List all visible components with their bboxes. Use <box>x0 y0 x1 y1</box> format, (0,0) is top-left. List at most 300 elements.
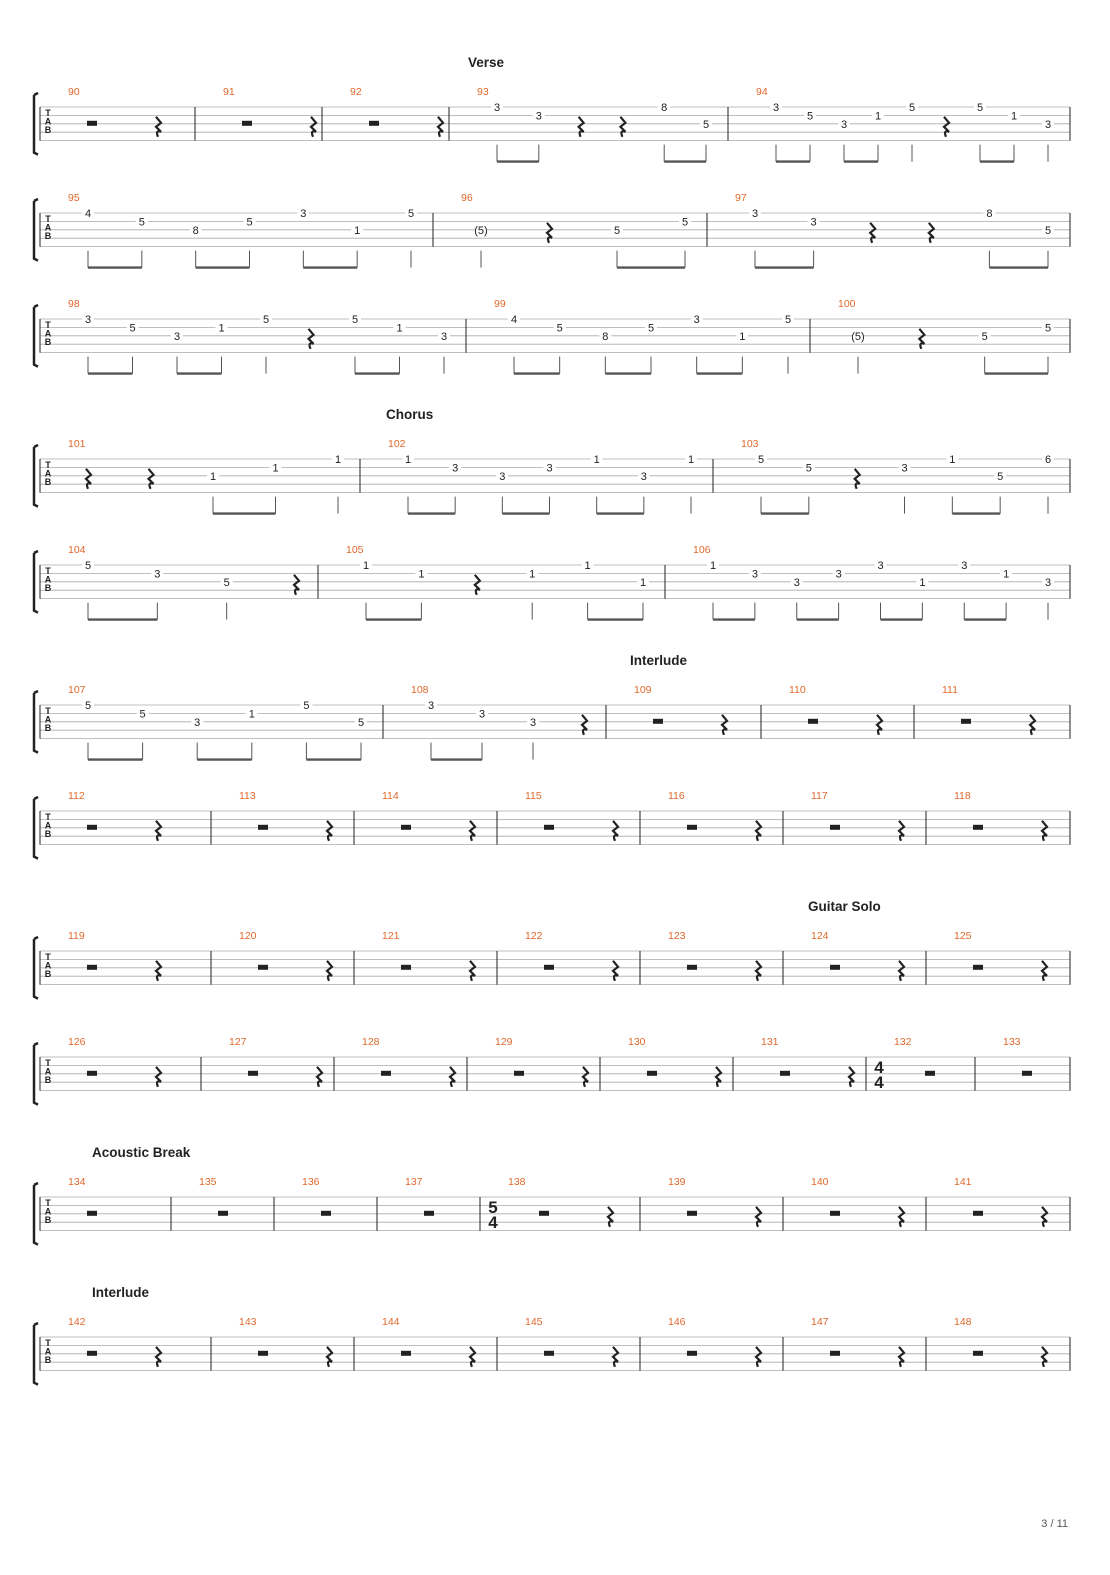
quarter-rest <box>475 575 480 595</box>
half-rest <box>258 965 268 970</box>
measure <box>811 1176 904 1227</box>
half-rest <box>647 1071 657 1076</box>
fret-number: 3 <box>835 568 842 581</box>
tab-clef-letter: B <box>44 125 52 135</box>
measure-number: 130 <box>628 1036 646 1048</box>
fret-number: 1 <box>272 462 279 475</box>
section-label: Interlude <box>630 653 688 668</box>
measure-number: 121 <box>382 930 400 942</box>
measure <box>350 86 443 137</box>
tab-clef-letter: T <box>45 952 51 962</box>
measure <box>811 790 904 841</box>
measure-number: 111 <box>942 684 958 696</box>
system-bracket <box>34 551 38 613</box>
tab-clef-letter: T <box>45 1198 51 1208</box>
measure-number: 134 <box>68 1176 86 1188</box>
half-rest <box>401 1351 411 1356</box>
measure <box>68 1176 97 1216</box>
fret-number: 8 <box>602 330 609 343</box>
fret-number: 3 <box>751 208 759 220</box>
staff-system <box>34 1285 1070 1385</box>
fret-number: 3 <box>194 716 201 729</box>
quarter-rest <box>579 117 584 137</box>
quarter-rest <box>156 117 161 137</box>
measure-number: 95 <box>68 192 80 204</box>
measure <box>239 790 332 841</box>
fret-number: (5) <box>474 224 488 237</box>
measure-number: 120 <box>239 930 257 942</box>
tab-clef-letter: A <box>44 222 52 233</box>
half-rest <box>248 1071 258 1076</box>
fret-number: 1 <box>1003 568 1010 581</box>
fret-number: 1 <box>709 560 717 572</box>
staff-system <box>34 653 1070 760</box>
measure-number: 107 <box>68 684 86 696</box>
quarter-rest <box>156 821 161 841</box>
half-rest <box>424 1211 434 1216</box>
tab-clef-letter: T <box>45 460 51 470</box>
measure-number: 115 <box>525 790 542 802</box>
quarter-rest <box>1042 961 1047 981</box>
quarter-rest <box>756 961 761 981</box>
fret-number: 3 <box>499 470 506 483</box>
staff-system <box>34 1145 1070 1245</box>
measure <box>942 684 1035 735</box>
measure-number: 138 <box>508 1176 526 1188</box>
measure <box>811 1316 904 1367</box>
tab-clef-letter: A <box>44 1206 52 1217</box>
fret-number: 5 <box>84 560 92 572</box>
measure-number: 114 <box>382 790 399 802</box>
fret-number: 3 <box>529 716 537 729</box>
tab-clef-letter: A <box>44 116 52 127</box>
staff-system <box>34 899 1070 999</box>
half-rest <box>218 1211 228 1216</box>
fret-number: 3 <box>84 314 92 326</box>
fret-number: 1 <box>354 224 361 237</box>
tab-clef-letter: T <box>45 566 51 576</box>
quarter-rest <box>929 223 934 243</box>
fret-number: 5 <box>139 708 146 721</box>
measure <box>495 1036 588 1087</box>
measure <box>488 1176 613 1232</box>
fret-number: 3 <box>961 560 968 572</box>
half-rest <box>830 825 840 830</box>
half-rest <box>687 1211 697 1216</box>
measure <box>239 1316 332 1367</box>
tab-clef-letter: A <box>44 1066 52 1077</box>
tab-clef-letter: B <box>44 1075 52 1085</box>
measure <box>1003 1036 1032 1076</box>
measure-number: 119 <box>68 930 85 942</box>
measure <box>68 930 161 981</box>
quarter-rest <box>1042 1347 1047 1367</box>
fret-number: 3 <box>751 568 758 581</box>
measure-number: 123 <box>668 930 686 942</box>
fret-number: 3 <box>640 470 647 483</box>
fret-number: 3 <box>300 208 307 220</box>
measure <box>68 1316 161 1367</box>
half-rest <box>961 719 971 724</box>
fret-number: 5 <box>84 700 92 712</box>
fret-number: 3 <box>877 560 884 572</box>
measure-number: 124 <box>811 930 829 942</box>
quarter-rest <box>327 821 332 841</box>
fret-number: 3 <box>772 102 780 114</box>
quarter-rest <box>899 1347 904 1367</box>
tab-clef-letter: T <box>45 320 51 330</box>
section-label: Chorus <box>386 407 434 422</box>
quarter-rest <box>877 715 882 735</box>
measure <box>761 1036 854 1087</box>
measure <box>525 790 618 841</box>
time-signature-top: 4 <box>874 1058 884 1077</box>
quarter-rest <box>1042 821 1047 841</box>
measure-number: 148 <box>954 1316 972 1328</box>
tab-clef-letter: A <box>44 714 52 725</box>
tab-clef-letter: B <box>44 829 52 839</box>
fret-number: 6 <box>1044 454 1052 466</box>
measure <box>811 930 904 981</box>
measure <box>199 1176 228 1216</box>
fret-number: 5 <box>223 576 230 589</box>
quarter-rest <box>311 117 316 137</box>
tab-clef-letter: T <box>45 812 51 822</box>
fret-number: 1 <box>334 454 342 466</box>
measure-number: 116 <box>668 790 685 802</box>
measure-number: 135 <box>199 1176 217 1188</box>
measure <box>382 790 475 841</box>
fret-number: 1 <box>739 330 746 343</box>
quarter-rest <box>327 1347 332 1367</box>
fret-number: 3 <box>693 314 700 326</box>
measure-number: 140 <box>811 1176 829 1188</box>
measure-number: 143 <box>239 1316 257 1328</box>
fret-number: 5 <box>138 216 145 229</box>
quarter-rest <box>899 1207 904 1227</box>
staff-system <box>34 55 1070 162</box>
fret-number: 4 <box>510 314 518 326</box>
half-rest <box>780 1071 790 1076</box>
half-rest <box>401 965 411 970</box>
measure-number: 101 <box>68 438 86 450</box>
fret-number: 1 <box>248 708 255 721</box>
system-bracket <box>34 1183 38 1245</box>
fret-number: 5 <box>556 322 563 335</box>
staff-system <box>34 298 1070 374</box>
fret-number: 3 <box>427 700 435 712</box>
measure-number: 100 <box>838 298 856 310</box>
measure <box>954 790 1047 841</box>
fret-number: 5 <box>681 216 689 229</box>
measure-number: 112 <box>68 790 85 802</box>
fret-number: 3 <box>810 216 817 229</box>
fret-number: 5 <box>407 208 415 220</box>
page-number: 3 / 11 <box>1041 1518 1068 1530</box>
half-rest <box>87 1211 97 1216</box>
tab-clef-letter: A <box>44 1346 52 1357</box>
measure-number: 104 <box>68 544 86 556</box>
half-rest <box>258 1351 268 1356</box>
measure <box>668 1316 761 1367</box>
measure <box>68 790 161 841</box>
fret-number: 1 <box>949 454 956 466</box>
half-rest <box>687 1351 697 1356</box>
staff-system <box>34 544 1070 620</box>
measure-number: 93 <box>477 86 489 98</box>
tab-clef-letter: B <box>44 723 52 733</box>
fret-number: 1 <box>919 576 926 589</box>
measure-number: 96 <box>461 192 473 204</box>
half-rest <box>973 1211 983 1216</box>
fret-number: 3 <box>793 576 800 589</box>
fret-number: 1 <box>396 322 403 335</box>
fret-number: 4 <box>84 208 92 220</box>
tab-clef-letter: B <box>44 231 52 241</box>
tab-clef-letter: B <box>44 477 52 487</box>
fret-number: 3 <box>154 568 161 581</box>
fret-number: 5 <box>784 314 792 326</box>
measure-number: 113 <box>239 790 256 802</box>
measure <box>362 1036 455 1087</box>
tab-clef-letter: B <box>44 1355 52 1365</box>
measure <box>668 790 761 841</box>
quarter-rest <box>327 961 332 981</box>
measure <box>68 86 161 137</box>
measure-number: 139 <box>668 1176 686 1188</box>
time-signature-top: 5 <box>488 1198 498 1217</box>
fret-number: (5) <box>851 330 865 343</box>
measure-number: 144 <box>382 1316 400 1328</box>
fret-number: 5 <box>805 462 812 475</box>
system-bracket <box>34 691 38 753</box>
measure <box>239 930 332 981</box>
half-rest <box>653 719 663 724</box>
tab-clef-letter: A <box>44 820 52 831</box>
measure-number: 94 <box>756 86 768 98</box>
half-rest <box>830 1211 840 1216</box>
half-rest <box>369 121 379 126</box>
measure-number: 90 <box>68 86 80 98</box>
half-rest <box>87 965 97 970</box>
fret-number: 3 <box>440 330 448 343</box>
quarter-rest <box>919 329 924 349</box>
half-rest <box>401 825 411 830</box>
half-rest <box>925 1071 935 1076</box>
tab-clef-letter: B <box>44 583 52 593</box>
quarter-rest <box>470 821 475 841</box>
quarter-rest <box>1030 715 1035 735</box>
section-label: Interlude <box>92 1285 150 1300</box>
half-rest <box>973 1351 983 1356</box>
quarter-rest <box>899 821 904 841</box>
measure-number: 133 <box>1003 1036 1021 1048</box>
measure <box>789 684 882 735</box>
quarter-rest <box>756 821 761 841</box>
system-bracket <box>34 1323 38 1385</box>
quarter-rest <box>613 1347 618 1367</box>
measure-number: 125 <box>954 930 972 942</box>
fret-number: 1 <box>362 560 370 572</box>
fret-number: 3 <box>1044 118 1052 131</box>
fret-number: 5 <box>1044 322 1052 335</box>
measure <box>302 1176 331 1216</box>
measure <box>668 1176 761 1227</box>
measure <box>628 1036 721 1087</box>
half-rest <box>87 1071 97 1076</box>
half-rest <box>514 1071 524 1076</box>
system-bracket <box>34 93 38 155</box>
staff-system <box>34 790 1070 859</box>
quarter-rest <box>849 1067 854 1087</box>
measure-number: 146 <box>668 1316 686 1328</box>
quarter-rest <box>620 117 625 137</box>
measure-number: 106 <box>693 544 711 556</box>
measure-number: 132 <box>894 1036 912 1048</box>
measure <box>668 930 761 981</box>
quarter-rest <box>86 469 91 489</box>
fret-number: 3 <box>173 330 181 343</box>
quarter-rest <box>583 1067 588 1087</box>
half-rest <box>687 825 697 830</box>
measure-number: 141 <box>954 1176 972 1188</box>
quarter-rest <box>438 117 443 137</box>
fret-number: 5 <box>908 102 916 114</box>
half-rest <box>87 825 97 830</box>
tab-clef-letter: B <box>44 1215 52 1225</box>
fret-number: 8 <box>986 208 993 220</box>
quarter-rest <box>156 961 161 981</box>
measure <box>229 1036 322 1087</box>
measure <box>525 930 618 981</box>
staff-system <box>34 192 1070 268</box>
fret-number: 8 <box>192 224 199 237</box>
fret-number: 5 <box>262 314 270 326</box>
fret-number: 3 <box>840 118 848 131</box>
time-signature-bottom: 4 <box>874 1073 884 1092</box>
fret-number: 5 <box>246 216 253 229</box>
half-rest <box>258 825 268 830</box>
quarter-rest <box>309 329 314 349</box>
measure-number: 147 <box>811 1316 829 1328</box>
half-rest <box>381 1071 391 1076</box>
tab-clef-letter: T <box>45 706 51 716</box>
quarter-rest <box>149 469 154 489</box>
measure <box>382 1316 475 1367</box>
fret-number: 1 <box>418 568 425 581</box>
measure-number: 97 <box>735 192 747 204</box>
half-rest <box>973 825 983 830</box>
tab-clef-letter: T <box>45 108 51 118</box>
measure <box>954 930 1047 981</box>
measure-number: 108 <box>411 684 429 696</box>
measure <box>525 1316 618 1367</box>
quarter-rest <box>613 961 618 981</box>
fret-number: 5 <box>303 700 310 712</box>
measure-number: 128 <box>362 1036 380 1048</box>
tab-clef-letter: A <box>44 960 52 971</box>
measure-number: 137 <box>405 1176 423 1188</box>
quarter-rest <box>294 575 299 595</box>
fret-number: 5 <box>806 110 814 123</box>
fret-number: 1 <box>593 454 600 466</box>
fret-number: 1 <box>529 568 536 581</box>
section-label: Acoustic Break <box>92 1145 191 1160</box>
fret-number: 1 <box>218 322 225 335</box>
measure <box>954 1176 1047 1227</box>
system-bracket <box>34 797 38 859</box>
measure-number: 99 <box>494 298 506 310</box>
fret-number: 1 <box>687 454 695 466</box>
system-bracket <box>34 1043 38 1105</box>
measure-number: 110 <box>789 684 806 696</box>
quarter-rest <box>899 961 904 981</box>
measure-number: 142 <box>68 1316 86 1328</box>
half-rest <box>87 1351 97 1356</box>
half-rest <box>687 965 697 970</box>
fret-number: 3 <box>1044 576 1052 589</box>
fret-number: 3 <box>535 110 542 123</box>
quarter-rest <box>944 117 949 137</box>
fret-number: 5 <box>997 470 1004 483</box>
half-rest <box>544 1351 554 1356</box>
measure <box>954 1316 1047 1367</box>
fret-number: 3 <box>493 102 501 114</box>
half-rest <box>544 825 554 830</box>
half-rest <box>973 965 983 970</box>
measure-number: 131 <box>761 1036 779 1048</box>
fret-number: 1 <box>209 470 217 483</box>
fret-number: 3 <box>901 462 908 475</box>
measure-number: 127 <box>229 1036 247 1048</box>
quarter-rest <box>156 1347 161 1367</box>
fret-number: 1 <box>874 110 882 123</box>
system-bracket <box>34 445 38 507</box>
fret-number: 3 <box>452 462 459 475</box>
tab-clef-letter: T <box>45 214 51 224</box>
quarter-rest <box>722 715 727 735</box>
tab-clef-letter: T <box>45 1058 51 1068</box>
fret-number: 5 <box>1044 224 1052 237</box>
section-label: Guitar Solo <box>808 899 881 914</box>
fret-number: 5 <box>613 224 621 237</box>
measure-number: 122 <box>525 930 543 942</box>
tab-clef-letter: B <box>44 337 52 347</box>
quarter-rest <box>450 1067 455 1087</box>
measure-number: 117 <box>811 790 828 802</box>
quarter-rest <box>317 1067 322 1087</box>
half-rest <box>544 965 554 970</box>
fret-number: 5 <box>976 102 984 114</box>
fret-number: 1 <box>404 454 412 466</box>
time-signature-bottom: 4 <box>488 1213 498 1232</box>
tab-clef-letter: B <box>44 969 52 979</box>
fret-number: 1 <box>584 560 591 572</box>
measure-number: 91 <box>223 86 235 98</box>
tab-clef-letter: A <box>44 328 52 339</box>
measure <box>874 1036 935 1092</box>
quarter-rest <box>470 961 475 981</box>
staff-system <box>34 1036 1070 1105</box>
fret-number: 5 <box>981 330 988 343</box>
fret-number: 5 <box>702 118 710 131</box>
measure-number: 102 <box>388 438 406 450</box>
quarter-rest <box>855 469 860 489</box>
fret-number: 5 <box>351 314 359 326</box>
fret-number: 1 <box>1010 110 1018 123</box>
quarter-rest <box>716 1067 721 1087</box>
measure-number: 92 <box>350 86 362 98</box>
